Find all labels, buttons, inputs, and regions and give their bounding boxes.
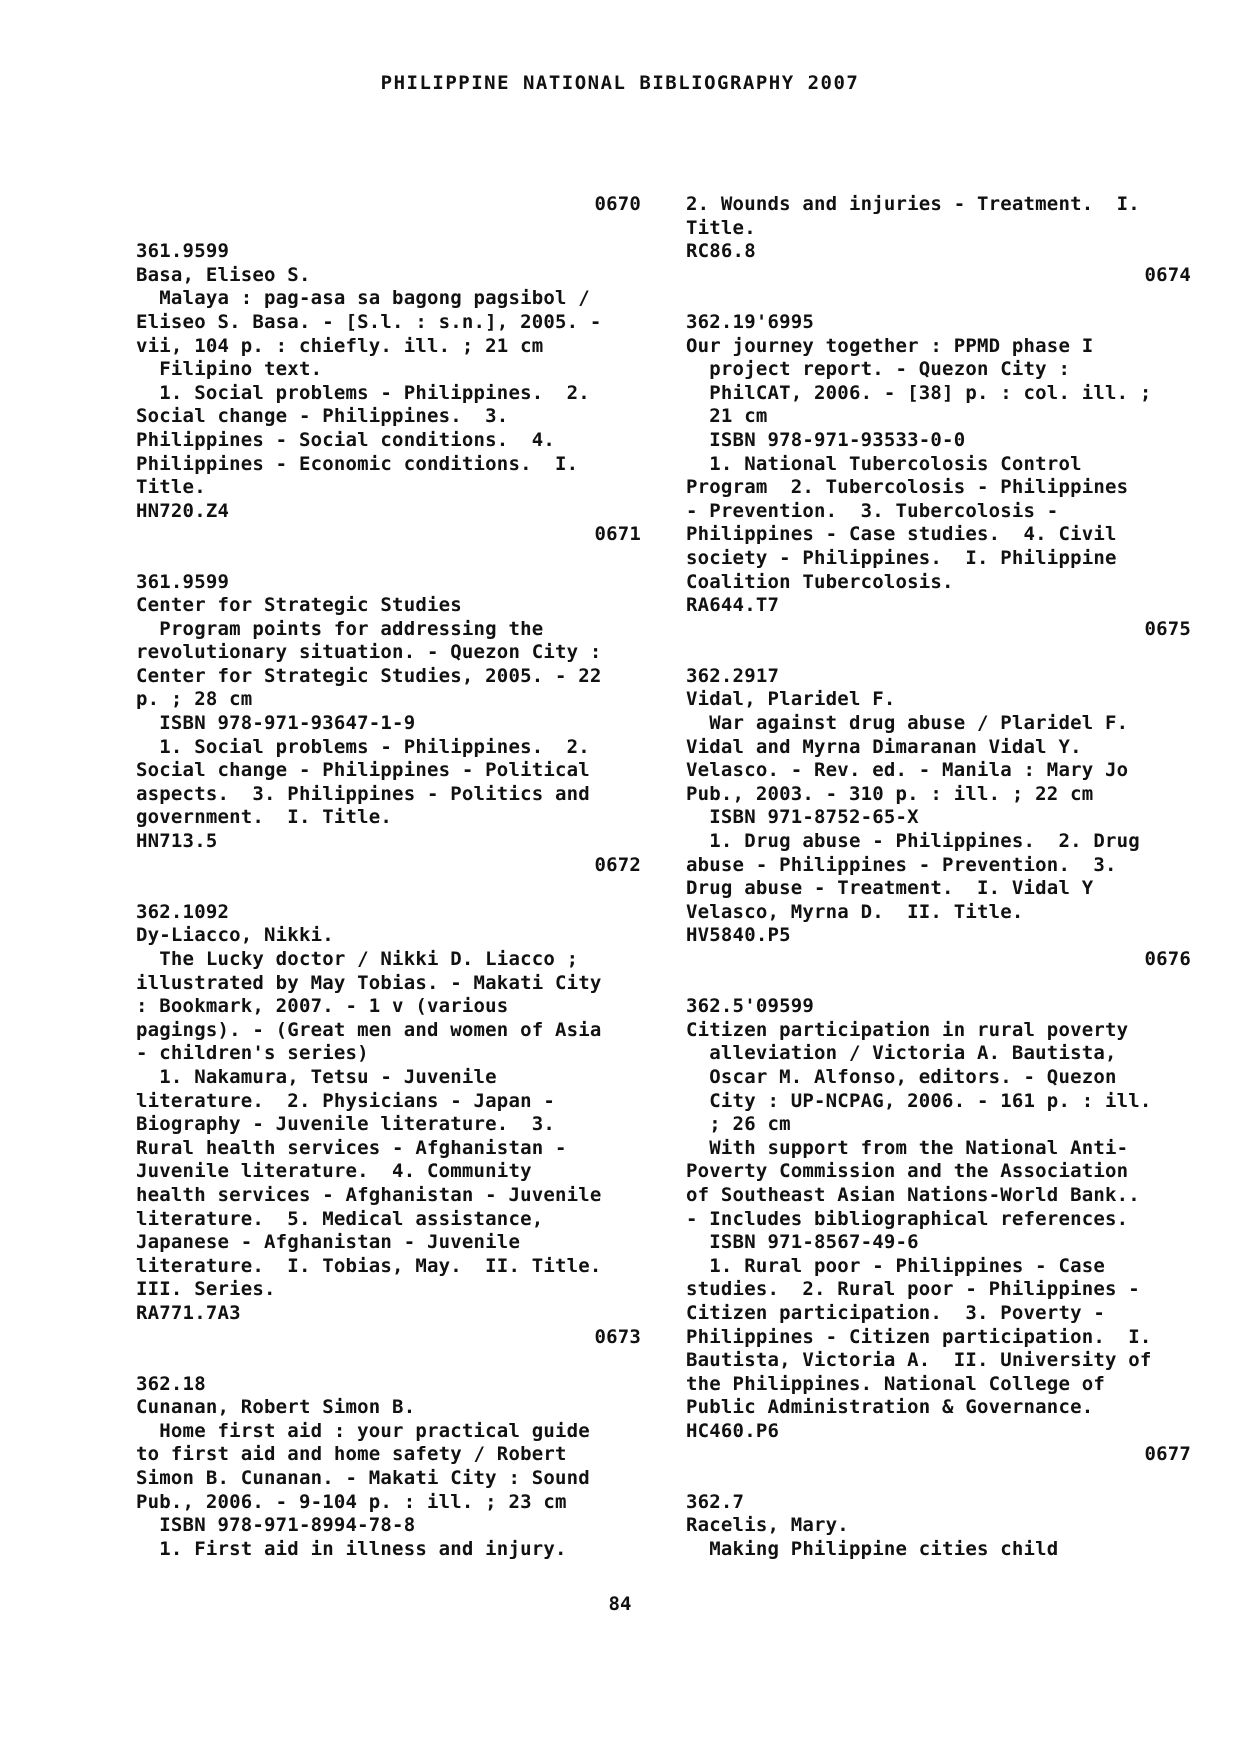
entry-text-line: studies. 2. Rural poor - Philippines -	[686, 1278, 1140, 1301]
entry-text-line: Coalition Tubercolosis.	[686, 570, 954, 593]
entry-text-line: Vidal and Myrna Dimaranan Vidal Y.	[686, 735, 1082, 758]
entry-text-line: HC460.P6	[686, 1419, 780, 1442]
entry-text-line: literature. I. Tobias, May. II. Title.	[136, 1254, 602, 1277]
entry-text-line: 362.5'09599	[686, 995, 815, 1018]
entry-text-line: ISBN 971-8567-49-6	[686, 1231, 919, 1254]
entry-text-line: government. I. Title.	[136, 806, 393, 829]
entry-text-line: Social change - Philippines. 3.	[136, 405, 509, 428]
entry-text-line: ISBN 978-971-93533-0-0	[686, 428, 966, 451]
entry-text-line: Center for Strategic Studies	[136, 594, 462, 617]
entry-text-line: 2. Wounds and injuries - Treatment. I.	[686, 193, 1140, 215]
entry-text-line: project report. - Quezon City :	[686, 358, 1071, 381]
entry-text-line: Rural health services - Afghanistan -	[136, 1136, 567, 1159]
blank-line	[136, 217, 641, 241]
entry-text-line: alleviation / Victoria A. Bautista,	[686, 1042, 1117, 1065]
entry-text-line: society - Philippines. I. Philippine	[686, 546, 1117, 569]
entry-text-line: RA644.T7	[686, 594, 780, 617]
entry-text-line: Drug abuse - Treatment. I. Vidal Y	[686, 877, 1094, 900]
entry-text-line: abuse - Philippines - Prevention. 3.	[686, 853, 1117, 876]
entry-text-line: Biography - Juvenile literature. 3.	[136, 1113, 556, 1136]
entry-text-line: III. Series.	[136, 1278, 276, 1301]
blank-line	[686, 641, 1191, 665]
left-column	[136, 193, 641, 1561]
entry-text-line: - children's series)	[136, 1042, 369, 1065]
entry-text-line: Velasco, Myrna D. II. Title.	[686, 900, 1024, 923]
entry-text-line: Racelis, Mary.	[686, 1514, 849, 1537]
entry-number: 0671	[594, 523, 641, 546]
entry-text-line: Social change - Philippines - Political	[136, 759, 590, 782]
entry-text-line: City : UP-NCPAG, 2006. - 161 p. : ill.	[686, 1089, 1152, 1112]
blank-line	[686, 287, 1191, 311]
entry-text-line: 21 cm	[686, 405, 768, 428]
entry-text-line: health services - Afghanistan - Juvenile	[136, 1183, 602, 1206]
entry-text-line: aspects. 3. Philippines - Politics and	[136, 782, 590, 805]
entry-text-line: Velasco. - Rev. ed. - Manila : Mary Jo	[686, 759, 1129, 782]
entry-text-line: Cunanan, Robert Simon B.	[136, 1396, 416, 1419]
entry-text-line: PhilCAT, 2006. - [38] p. : col. ill. ;	[686, 381, 1152, 404]
entry-text-line: RA771.7A3	[136, 1301, 241, 1324]
entry-text-line: With support from the National Anti-	[686, 1136, 1129, 1159]
entry-text-line: 1. Drug abuse - Philippines. 2. Drug	[686, 830, 1140, 853]
entry-text-line: the Philippines. National College of	[686, 1372, 1106, 1395]
entry-text-line: Eliseo S. Basa. - [S.l. : s.n.], 2005. -	[136, 310, 602, 333]
entry-text-line: Filipino text.	[136, 358, 323, 381]
blank-line	[136, 1349, 641, 1373]
entry-text-line: Title.	[136, 476, 206, 499]
entry-text-line: 362.18	[136, 1372, 206, 1395]
blank-line	[136, 877, 641, 901]
page-header: PHILIPPINE NATIONAL BIBLIOGRAPHY 2007	[380, 72, 860, 94]
entry-number: 0673	[594, 1325, 641, 1348]
entry-text-line: 362.2917	[686, 664, 780, 687]
entry-text-line: illustrated by May Tobias. - Makati City	[136, 971, 602, 994]
entry-text-line: Basa, Eliseo S.	[136, 263, 311, 286]
entry-text-line: Pub., 2003. - 310 p. : ill. ; 22 cm	[686, 782, 1094, 805]
entry-text-line: - Prevention. 3. Tubercolosis -	[686, 499, 1059, 522]
entry-text-line: 362.19'6995	[686, 310, 815, 333]
entry-text-line: Philippines - Citizen participation. I.	[686, 1325, 1152, 1348]
entry-number: 0675	[1144, 617, 1191, 640]
entry-text-line: Citizen participation in rural poverty	[686, 1018, 1129, 1041]
entry-text-line: ISBN 978-971-93647-1-9	[136, 712, 416, 735]
entry-text-line: Public Administration & Governance.	[686, 1396, 1094, 1419]
entry-number: 0676	[1144, 948, 1191, 970]
entry-text-line: Our journey together : PPMD phase I	[686, 334, 1094, 357]
entry-text-line: Center for Strategic Studies, 2005. - 22	[136, 664, 602, 687]
entry-text-line: revolutionary situation. - Quezon City :	[136, 641, 602, 664]
entry-text-line: 1. Social problems - Philippines. 2.	[136, 735, 590, 758]
entry-text-line: HV5840.P5	[686, 924, 791, 947]
entry-text-line: Malaya : pag-asa sa bagong pagsibol /	[136, 287, 590, 310]
entry-text-line: The Lucky doctor / Nikki D. Liacco ;	[136, 948, 579, 970]
entry-text-line: 1. Social problems - Philippines. 2.	[136, 381, 590, 404]
entry-text-line: ISBN 971-8752-65-X	[686, 806, 919, 829]
entry-number: 0670	[594, 193, 641, 215]
entry-text-line: Philippines - Case studies. 4. Civil	[686, 523, 1117, 546]
entry-text-line: 1. First aid in illness and injury.	[136, 1537, 567, 1560]
entry-text-line: Simon B. Cunanan. - Makati City : Sound	[136, 1467, 590, 1490]
entry-text-line: Program 2. Tubercolosis - Philippines	[686, 476, 1129, 499]
entry-text-line: 361.9599	[136, 570, 230, 593]
entry-text-line: Vidal, Plaridel F.	[686, 688, 896, 711]
entry-text-line: Making Philippine cities child	[686, 1537, 1059, 1560]
entry-text-line: - Includes bibliographical references.	[686, 1207, 1129, 1230]
entry-text-line: to first aid and home safety / Robert	[136, 1443, 567, 1466]
entry-text-line: Program points for addressing the	[136, 617, 544, 640]
entry-number: 0672	[594, 853, 641, 876]
entry-text-line: War against drug abuse / Plaridel F.	[686, 712, 1129, 735]
entry-text-line: ISBN 978-971-8994-78-8	[136, 1514, 416, 1537]
entry-text-line: Philippines - Social conditions. 4.	[136, 428, 556, 451]
entry-text-line: Bautista, Victoria A. II. University of	[686, 1349, 1152, 1372]
entry-text-line: literature. 2. Physicians - Japan -	[136, 1089, 556, 1112]
entry-text-line: Oscar M. Alfonso, editors. - Quezon	[686, 1065, 1117, 1088]
right-column	[686, 193, 1191, 1561]
blank-line	[686, 972, 1191, 996]
entry-text-line: Citizen participation. 3. Poverty -	[686, 1301, 1106, 1324]
entry-text-line: 362.7	[686, 1490, 745, 1513]
page-number: 84	[608, 1593, 632, 1615]
entry-text-line: : Bookmark, 2007. - 1 v (various	[136, 995, 509, 1018]
entry-text-line: Title.	[686, 216, 756, 239]
entry-text-line: 361.9599	[136, 240, 230, 263]
entry-text-line: pagings). - (Great men and women of Asia	[136, 1018, 602, 1041]
entry-text-line: 362.1092	[136, 900, 230, 923]
entry-text-line: Home first aid : your practical guide	[136, 1419, 590, 1442]
entry-text-line: Japanese - Afghanistan - Juvenile	[136, 1231, 521, 1254]
entry-text-line: Dy-Liacco, Nikki.	[136, 924, 334, 947]
entry-text-line: Pub., 2006. - 9-104 p. : ill. ; 23 cm	[136, 1490, 567, 1513]
entry-number: 0674	[1144, 263, 1191, 286]
blank-line	[136, 547, 641, 571]
entry-text-line: 1. Rural poor - Philippines - Case	[686, 1254, 1106, 1277]
entry-text-line: vii, 104 p. : chiefly. ill. ; 21 cm	[136, 334, 544, 357]
entry-number: 0677	[1144, 1443, 1191, 1466]
entry-text-line: Philippines - Economic conditions. I.	[136, 452, 579, 475]
entry-text-line: RC86.8	[686, 240, 756, 263]
entry-text-line: Poverty Commission and the Association	[686, 1160, 1129, 1183]
entry-text-line: HN720.Z4	[136, 499, 230, 522]
entry-text-line: of Southeast Asian Nations-World Bank..	[686, 1183, 1140, 1206]
entry-text-line: HN713.5	[136, 830, 218, 853]
entry-text-line: 1. Nakamura, Tetsu - Juvenile	[136, 1065, 497, 1088]
entry-text-line: p. ; 28 cm	[136, 688, 253, 711]
entry-text-line: 1. National Tubercolosis Control	[686, 452, 1082, 475]
blank-line	[686, 1467, 1191, 1491]
entry-text-line: literature. 5. Medical assistance,	[136, 1207, 544, 1230]
entry-text-line: Juvenile literature. 4. Community	[136, 1160, 532, 1183]
entry-text-line: ; 26 cm	[686, 1113, 791, 1136]
